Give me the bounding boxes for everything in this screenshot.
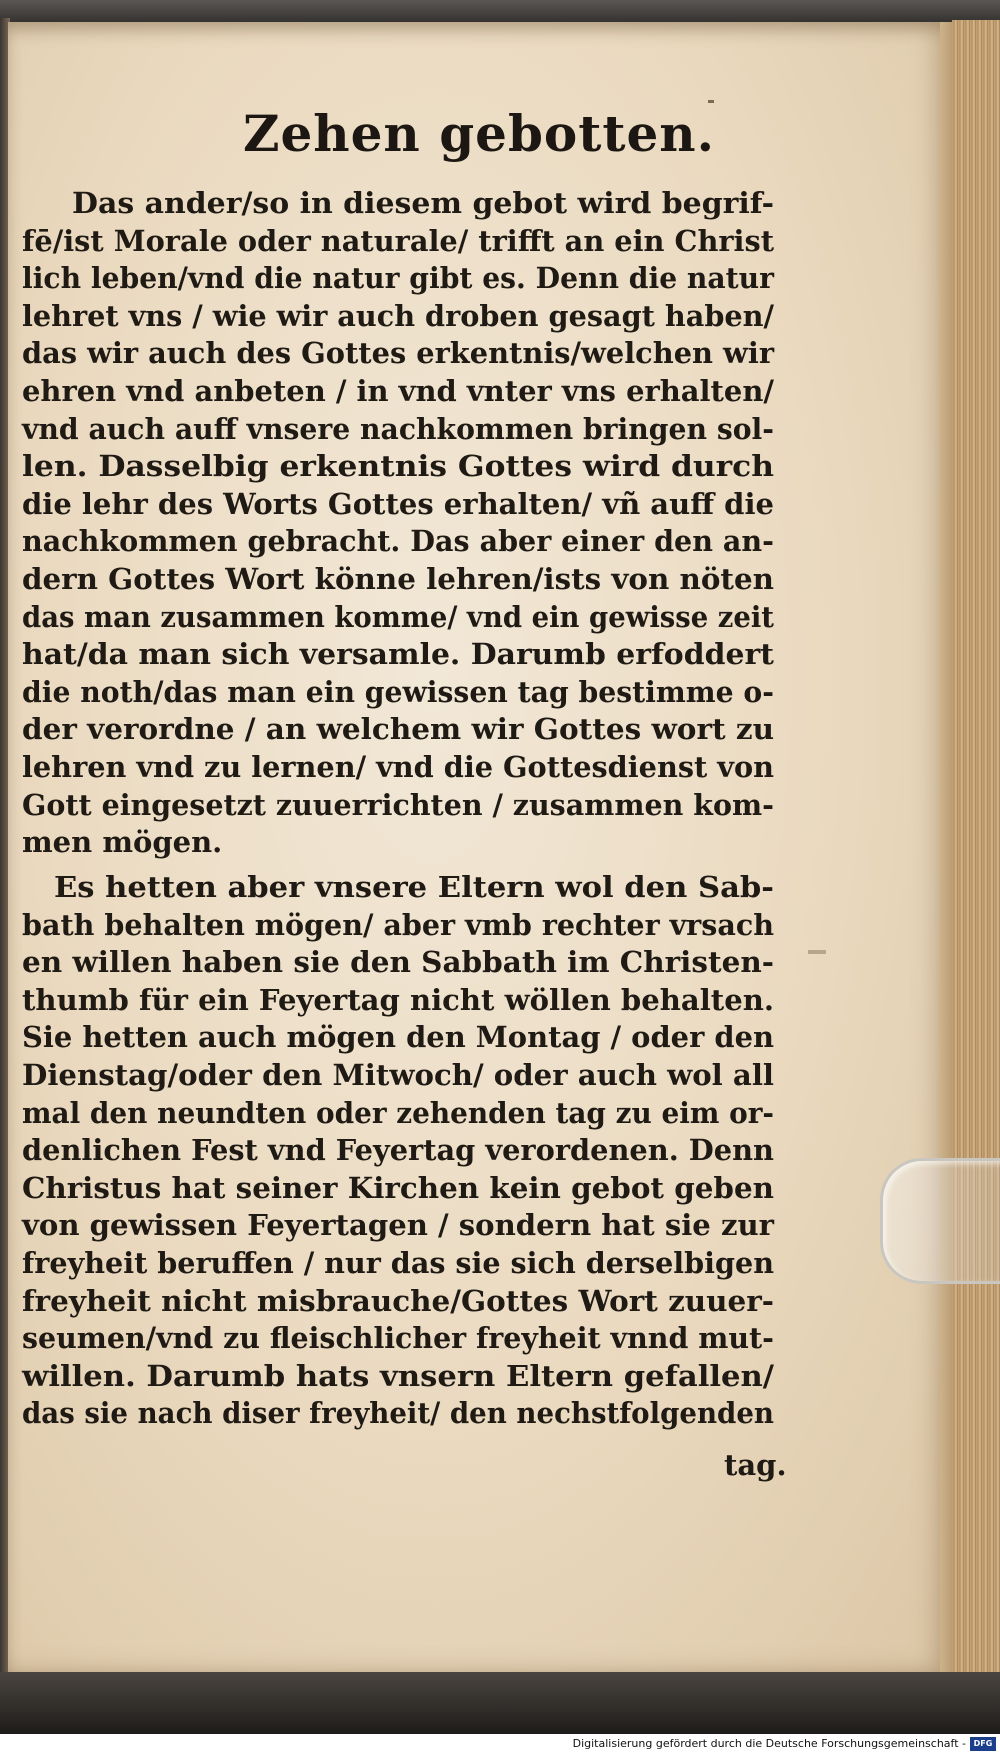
catchword: tag. [724,1448,787,1482]
text-line: dern Gottes Wort könne lehren/ists von nöten [22,562,774,596]
text-line: der verordne / an welchem wir Gottes wort zu [22,712,775,747]
text-line: Christus hat seiner Kirchen kein gebot geben [22,1170,774,1205]
text-line: das man zusammen komme/ vnd ein gewisse zeit [22,599,774,634]
ink-speck [708,100,714,103]
text-line: die lehr des Worts Gottes erhalten/ vñ auff die [22,486,774,521]
text-line: hat/da man sich versamle. Darumb erfoddert [22,637,774,672]
text-line: nachkommen gebracht. Das aber einer den an- [22,524,775,559]
text-line: denlichen Fest vnd Feyertag verordenen. Denn [22,1133,774,1168]
text-line: das wir auch des Gottes erkentnis/welchen wir [22,336,775,371]
text-line: vnd auch auff vnsere nachkommen bringen sol- [22,411,774,446]
text-line: fē/ist Morale oder naturale/ trifft an ein Christ [22,223,775,258]
text-line: lehret vns / wie wir auch droben gesagt haben/ [22,298,774,333]
digitization-credit: Digitalisierung gefördert durch die Deutsche Forschungsgemeinschaft - [572,1737,966,1750]
text-line: bath behalten mögen/ aber vmb rechter vrsach [22,907,775,942]
text-line: Gott eingesetzt zuuerrichten / zusammen kom- [22,787,774,822]
text-line: Dienstag/oder den Mitwoch/ oder auch wol all [22,1058,775,1092]
text-line: mal den neundten oder zehenden tag zu eim or- [22,1095,774,1130]
text-line: freyheit nicht misbrauche/Gottes Wort zuuer- [22,1283,774,1318]
text-line: lich leben/vnd die natur gibt es. Denn die natur [22,261,775,296]
text-line: Es hetten aber vnsere Eltern wol den Sab- [54,870,774,904]
dfg-logo: DFG [970,1737,996,1751]
text-line: Das ander/so in diesem gebot wird begrif- [72,186,774,220]
plastic-page-clip [880,1158,1000,1284]
book-page [8,22,950,1672]
text-line: len. Dasselbig erkentnis Gottes wird durch [22,449,774,484]
text-line: men mögen. [22,825,223,860]
text-line: ehren vnd anbeten / in vnd vnter vns erhalten/ [22,374,774,408]
text-line: von gewissen Feyertagen / sondern hat sie zur [22,1208,774,1243]
text-line: willen. Darumb hats vnsern Eltern gefallen/ [22,1358,774,1393]
ink-speck [808,950,826,954]
text-line: en willen haben sie den Sabbath im Christen- [22,945,774,980]
page-heading: Zehen gebotten. [242,104,716,163]
text-line: die noth/das man ein gewissen tag bestimme o- [22,674,774,709]
text-line: Sie hetten auch mögen den Montag / oder den [22,1020,775,1055]
text-line: lehren vnd zu lernen/ vnd die Gottesdienst von [22,750,775,784]
book-page-edges [952,20,1000,1678]
text-line: das sie nach diser freyheit/ den nechstfolgenden [22,1396,775,1431]
text-line: freyheit beruffen / nur das sie sich derselbigen [22,1246,775,1280]
book-bottom-edge [0,1672,1000,1734]
text-line: seumen/vnd zu fleischlicher freyheit vnnd mut- [22,1321,774,1356]
text-line: thumb für ein Feyertag nicht wöllen behalten. [22,982,775,1017]
